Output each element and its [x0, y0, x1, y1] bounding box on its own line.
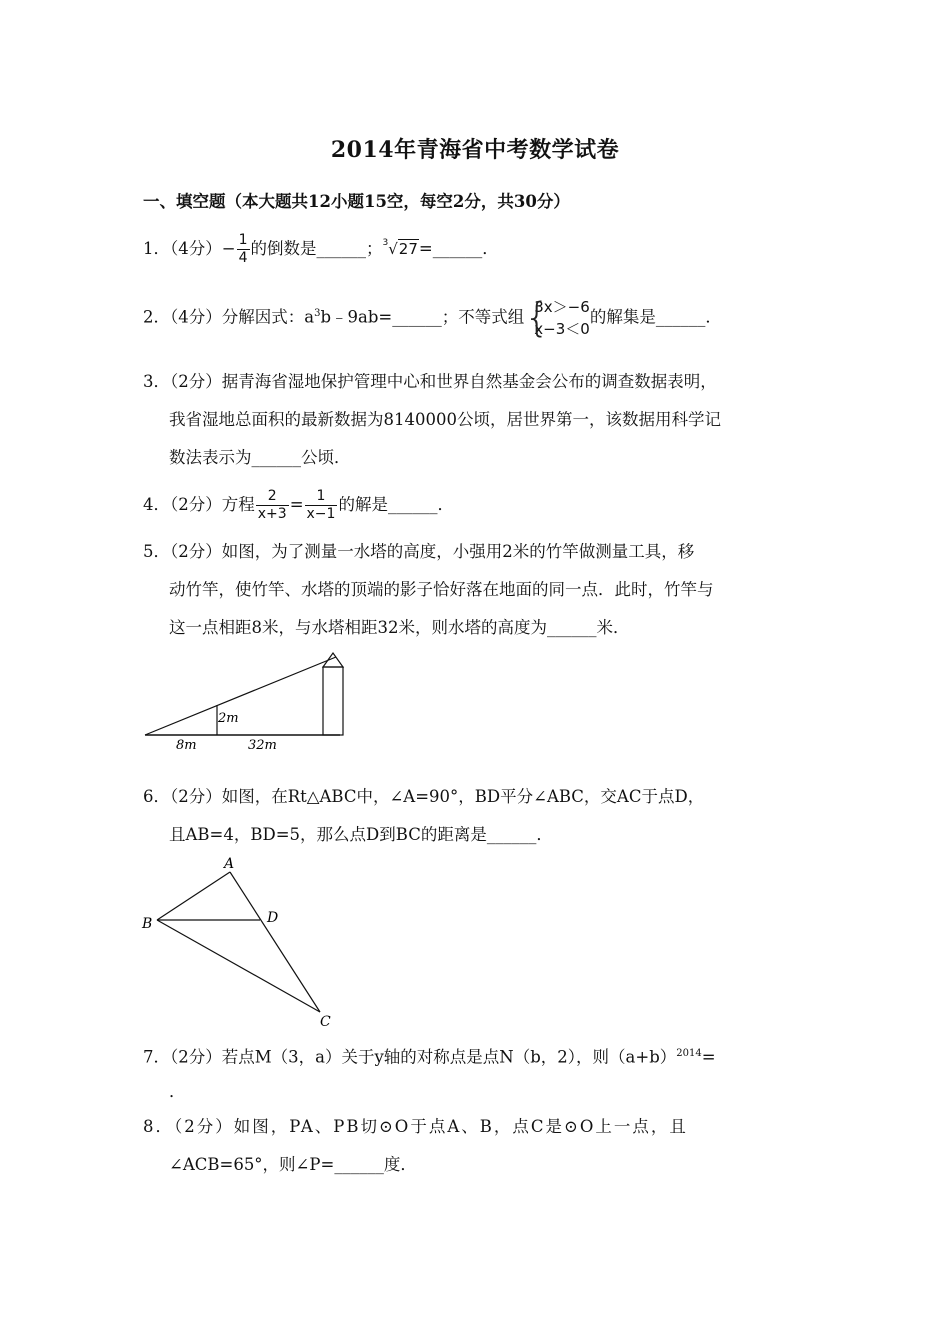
question-6-line-2: 且AB=4，BD=5，那么点D到BC的距离是______．: [169, 825, 553, 844]
svg-text:32m: 32m: [248, 738, 277, 753]
question-5-line-1: 5．（2分）如图，为了测量一水塔的高度，小强用2米的竹竿做测量工具，移: [143, 542, 695, 561]
svg-text:A: A: [224, 856, 235, 872]
cube-root: $^3$√27: [382, 238, 418, 258]
question-8-line-1: 8．（2分）如图，PA、PB切⊙O于点A、B，点C是⊙O上一点，且: [143, 1117, 688, 1136]
question-2: 2．（4分）分解因式：$a^3b﹣9ab=\_\_\_\_\_\_$；不等式组 { 3x＞−6 x−3＜0 的解集是______．: [143, 295, 722, 341]
question-6-line-1: 6．（2分）如图，在Rt△ABC中，∠A=90°，BD平分∠ABC，交AC于点D，: [143, 787, 705, 806]
inequality-system: { 3x＞−6 x−3＜0: [524, 295, 590, 341]
question-3-line-2: 我省湿地总面积的最新数据为8140000公顷，居世界第一，该数据用科学记: [169, 410, 721, 429]
question-1: 1．（4分）− $\frac{1}{4}$ 的倒数是______；$^3$√27=______．: [143, 232, 499, 266]
svg-text:D: D: [267, 910, 279, 926]
page-title: 2014年青海省中考数学试卷: [330, 137, 620, 163]
svg-text:8m: 8m: [176, 738, 197, 753]
triangle-figure: [140, 852, 345, 1030]
question-5-line-2: 动竹竿，使竹竿、水塔的顶端的影子恰好落在地面的同一点．此时，竹竿与: [169, 580, 714, 599]
tower-figure: [140, 645, 350, 755]
section-heading: 一、填空题（本大题共12小题15空，每空2分，共30分）: [143, 192, 570, 211]
question-7-line-2: ．: [169, 1082, 186, 1101]
question-8-line-2: ∠ACB=65°，则∠P=______度．: [169, 1155, 417, 1174]
question-7-line-1: 7．（2分）若点M（3，a）关于y轴的对称点是点N（b，2），则$(a+b)^{2014}=$: [143, 1047, 716, 1067]
fraction: $\frac{1}{4}$: [238, 232, 248, 266]
question-5-line-3: 这一点相距8米，与水塔相距32米，则水塔的高度为______米．: [169, 618, 630, 637]
question-4: 4．（2分）方程 $\frac{2}{x+3}$ = $\frac{1}{x-1}$ 的解是______．: [143, 488, 454, 522]
question-3-line-1: 3．（2分）据青海省湿地保护管理中心和世界自然基金会公布的调查数据表明，: [143, 372, 717, 391]
svg-text:C: C: [320, 1014, 331, 1030]
svg-text:B: B: [142, 916, 153, 932]
svg-text:2m: 2m: [218, 711, 239, 726]
question-3-line-3: 数法表示为______公顷．: [169, 448, 351, 467]
